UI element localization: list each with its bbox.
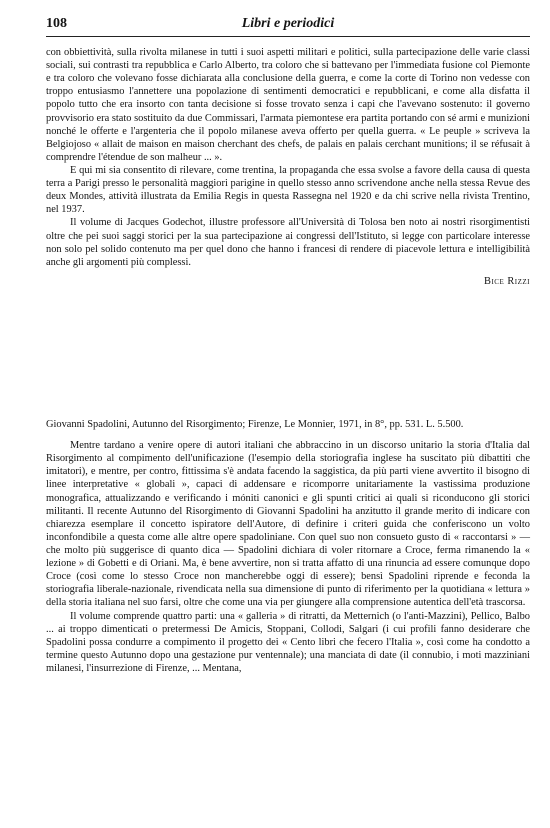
review2-paragraph-2: Il volume comprende quattro parti: una « galleria » di ritratti, da Metternich (o l'anti-Mazzini), Pellico, Balbo ... ai troppo dimenticati o pretermessi De Amicis, Stoppani, Collodi, Salgari (i cui profili fanno desiderare che Spadolini possa condurre a compimento il progetto dei « Cento libri che fecero l'Italia », così come ha condotto a termine questo Autunno dopo una gestazione pur ventennale); una manciata di date (il connubio, i moti mazziniani milanesi, l'insurrezione di Firenze, ... Mentana, <box>46 610 530 674</box>
review-spadolini <box>46 418 530 675</box>
review2-citation: Giovanni Spadolini, Autunno del Risorgimento; Firenze, Le Monnier, 1971, in 8°, pp. 531. L. 5.500. <box>46 419 464 430</box>
review1-signature: Bice Rizzi <box>484 275 530 287</box>
review1-paragraph-3: Il volume di Jacques Godechot, illustre professore all'Università di Tolosa ben noto ai nostri risorgimentisti oltre che pei suoi saggi storici per la sua partecipazione ai congressi dell'Istituto, si legge con particolare interesse non solo pel solido contenuto ma per quel dono che hanno i francesi di rendere di piacevole lettura e intelligibilità anche gli argomenti più complessi. <box>46 217 530 268</box>
review1-paragraph-1: con obbiettività, sulla rivolta milanese in tutti i suoi aspetti militari e politici, sulla partecipazione delle varie classi sociali, sui contrasti tra repubblica e Carlo Alberto, tra coloro che si battevano per l'immediata fusione col Piemonte e tra coloro che volevano fosse dichiarata alla conclusione della guerra, e come la corte di Torino non vedesse con troppo entusiasmo l'annettere una popolazione di sentimenti democratici e repubblicani, e come alla disfatta il popolo tutto che era insorto con tanta decisione si fosse trovato senza i capi che l'avevano sostenuto: il governo provvisorio era stato sostituito da due Commissari, l'armata piemontese era partita portando con sé armi e munizioni nonché le offerte e l'argenteria che il popolo milanese aveva offerto per quella guerra. « Le peuple » scriveva la Belgiojoso « allait de maison en maison cherchant des chefs, de palais en palais cerchant munitions; il se réfusait à comprendre l'étendue de son malheur ... ». <box>46 47 530 163</box>
page-header <box>46 15 530 33</box>
review2-paragraph-1: Mentre tardano a venire opere di autori italiani che abbraccino in un discorso unitario la storia d'Italia dal Risorgimento al compimento dell'unificazione (l'esempio della storiografia inglese ha suscitato più dibattiti che imitatori), e mentre, per contro, fittissima s'è andata facendo la saggistica, da più parti viene avvertito il bisogno di linee interpretative « globali », capaci di addensare e ricomporre unitariamente la vastissima produzione monografica, attualizzando e verificando i móniti canonici e gli spunti critici ai quali si riconducono gli storici militanti. Il recente Autunno del Risorgimento di Giovanni Spadolini ha anzitutto il grande merito di indicare con chiarezza esemplare il concetto ispiratore dell'Autore, di definire i criteri guida che conferiscono un volto inconfondibile a questa come alle altre opere spadoliniane. Con quel suo non consueto gusto di « raccontarsi » — che molto più suggerisce di quanto dica — Spadolini dichiara di voler ritornare a Croce, ferma rimanendo la « lezione » di Gobetti e di Oriani. Ma, è bene avvertire, non si tratta affatto di una rinuncia ad essere comunque dopo Croce (così come lo stesso Croce non mancherebbe oggi di essere); bensì Spadolini riprende e feconda la storiografia liberale-nazionale, rivendicata nella sua dimensione di punto di riferimento per la quotidiana « lettura » della storia italiana nel suo farsi, oltre che come una via per giungere alla comprensione autentica dell'età trascorsa. <box>46 440 530 609</box>
review1-paragraph-2: E qui mi sia consentito di rilevare, come trentina, la propaganda che essa svolse a favore della causa di questa terra a Parigi presso le personalità maggiori parigine in quello stesso anno scrivendone anche nella stessa Revue des deux Mondes, attività illustrata da Emilia Regis in questa Rassegna nel 1920 e da chi scrive nella rivista Trentino, nel 1937. <box>46 164 530 216</box>
page-number: 108 <box>46 16 67 31</box>
review-bice-rizzi <box>46 46 530 288</box>
header-rule <box>46 36 530 37</box>
running-title: Libri e periodici <box>241 16 335 31</box>
